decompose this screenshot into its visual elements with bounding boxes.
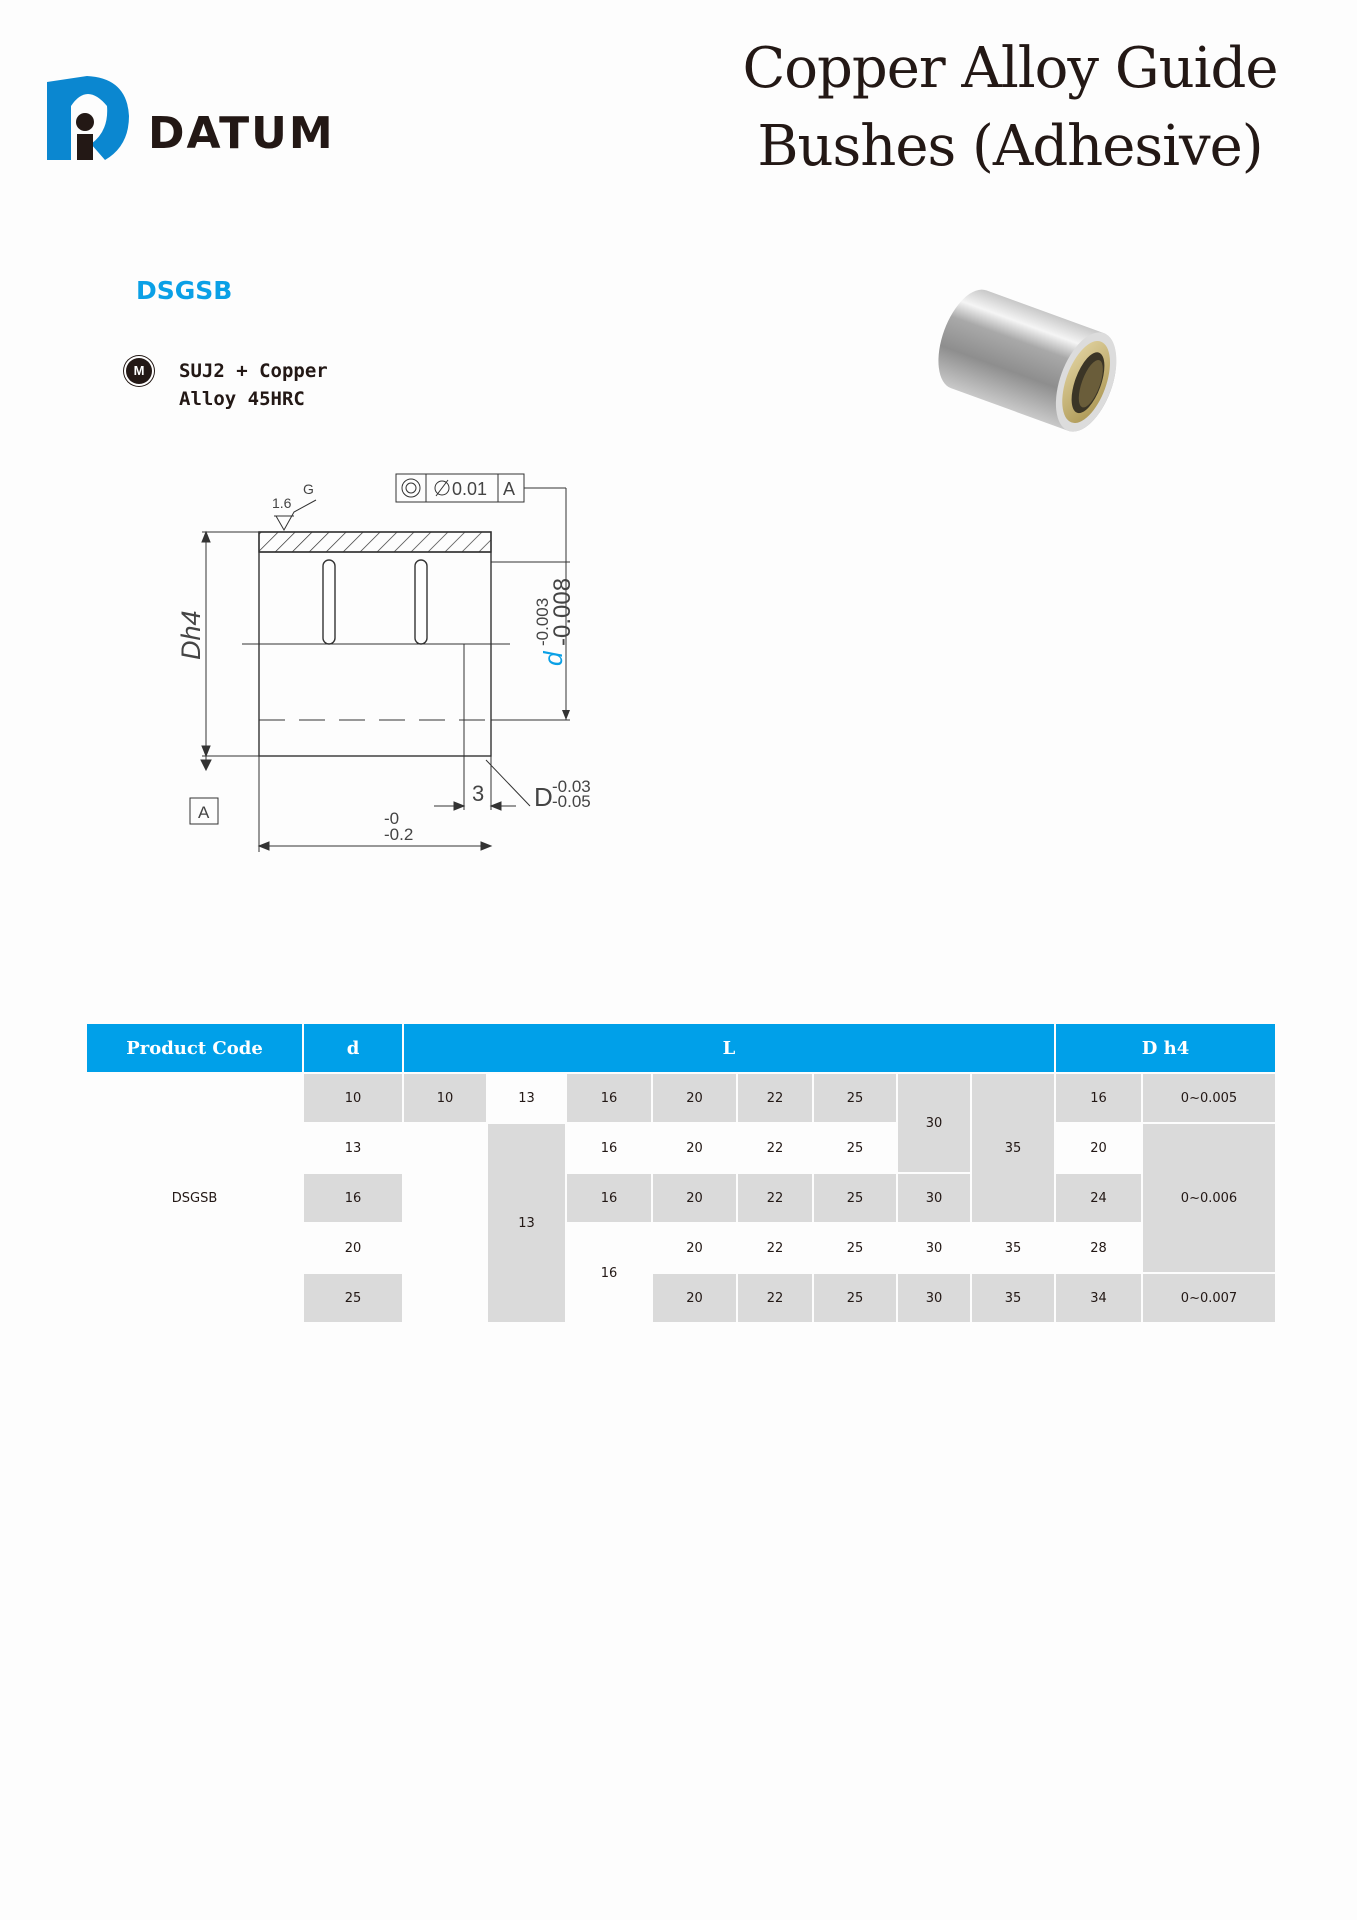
- cell-D: 16: [1056, 1074, 1141, 1122]
- cell-D: 28: [1056, 1224, 1141, 1272]
- bush-product-image: [925, 262, 1150, 462]
- cell-L: 30: [898, 1274, 970, 1322]
- cell-L: 30: [898, 1074, 970, 1172]
- dim-D-letter: D: [534, 782, 553, 812]
- dim-d-letter: d: [538, 651, 568, 666]
- technical-drawing: [170, 470, 620, 860]
- cell-L: 22: [738, 1074, 812, 1122]
- header-d: d: [304, 1024, 402, 1072]
- cell-L: 20: [653, 1274, 736, 1322]
- dim-d-tol-lower: -0.008: [549, 577, 576, 646]
- cell-empty: [404, 1124, 486, 1172]
- cell-L: 30: [898, 1174, 970, 1222]
- material-icon: M: [126, 358, 152, 384]
- cell-L: 22: [738, 1124, 812, 1172]
- dim-d-tol-upper: -0.003: [533, 597, 552, 646]
- cell-L: 13: [488, 1124, 565, 1322]
- cell-D: 24: [1056, 1174, 1141, 1222]
- roughness-value: 1.6: [272, 495, 292, 511]
- title-line-2: Bushes (Adhesive): [757, 114, 1263, 179]
- brand-name: DATUM: [148, 108, 335, 159]
- table-header-row: [87, 1024, 1275, 1072]
- cell-L: 22: [738, 1224, 812, 1272]
- cell-L: 16: [567, 1074, 651, 1122]
- dim-dh4-label: Dh4: [176, 610, 206, 660]
- cell-L: 20: [653, 1124, 736, 1172]
- spec-table: [85, 1022, 1277, 1324]
- cell-d: 10: [304, 1074, 402, 1122]
- title-line-1: Copper Alloy Guide: [742, 36, 1278, 101]
- dim-dh4: [201, 532, 259, 770]
- cell-empty: [404, 1224, 486, 1272]
- cell-L: 22: [738, 1274, 812, 1322]
- concentricity-datum: A: [503, 479, 516, 499]
- bush-section-view: [242, 532, 510, 756]
- cell-tolerance: 0~0.005: [1143, 1074, 1275, 1122]
- cell-D: 20: [1056, 1124, 1141, 1172]
- cell-d: 13: [304, 1124, 402, 1172]
- material-text: SUJ2 + Copper Alloy 45HRC: [179, 360, 328, 410]
- concentricity-frame: [396, 474, 570, 720]
- cell-L: 35: [972, 1274, 1054, 1322]
- cell-empty: [404, 1274, 486, 1322]
- cell-tolerance: 0~0.007: [1143, 1274, 1275, 1322]
- cell-L: 20: [653, 1174, 736, 1222]
- cell-L: 22: [738, 1174, 812, 1222]
- header-L: L: [404, 1024, 1054, 1072]
- dim-step-value: 3: [472, 781, 485, 806]
- cell-L: 25: [814, 1074, 896, 1122]
- cell-L: 30: [898, 1224, 970, 1272]
- dim-D-tol-upper: -0.03: [552, 777, 591, 796]
- dim-L-tol-lower: -0.2: [384, 825, 414, 844]
- product-code-cell: DSGSB: [87, 1074, 302, 1322]
- cell-L: 35: [972, 1224, 1054, 1272]
- cell-d: 25: [304, 1274, 402, 1322]
- product-code: DSGSB: [136, 276, 233, 305]
- cell-L: 35: [972, 1074, 1054, 1222]
- concentricity-value: 0.01: [452, 479, 488, 499]
- cell-L: 10: [404, 1074, 486, 1122]
- cell-tolerance: 0~0.006: [1143, 1124, 1275, 1272]
- cell-L: 20: [653, 1074, 736, 1122]
- cell-L: 25: [814, 1124, 896, 1172]
- datum-box-label: A: [198, 803, 210, 822]
- cell-L: 13: [488, 1074, 565, 1122]
- table-row: [87, 1074, 1275, 1122]
- cell-D: 34: [1056, 1274, 1141, 1322]
- cell-d: 16: [304, 1174, 402, 1222]
- surface-mark: G: [303, 481, 314, 497]
- cell-L: 16: [567, 1124, 651, 1172]
- header-Dh4: D h4: [1056, 1024, 1275, 1072]
- cell-L: 25: [814, 1174, 896, 1222]
- cell-L: 25: [814, 1224, 896, 1272]
- header-product-code: Product Code: [87, 1024, 302, 1072]
- cell-L: 16: [567, 1174, 651, 1222]
- cell-L: 25: [814, 1274, 896, 1322]
- cell-empty: [404, 1174, 486, 1222]
- cell-L: 16: [567, 1224, 651, 1322]
- page-title: [700, 30, 1320, 186]
- cell-L: 20: [653, 1224, 736, 1272]
- dim-L-tol-upper: -0: [384, 809, 400, 828]
- cell-d: 20: [304, 1224, 402, 1272]
- dim-D-tol-lower: -0.05: [552, 792, 591, 811]
